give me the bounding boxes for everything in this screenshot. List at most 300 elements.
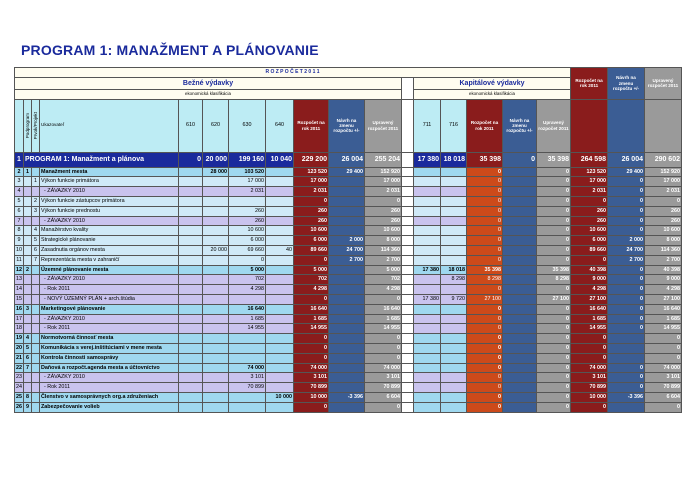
cell: [329, 402, 365, 412]
cell: 10 600: [294, 226, 329, 236]
cell: 17: [15, 314, 24, 324]
cell: 7: [15, 216, 24, 226]
row-label: - NOVÝ ÚZEMNÝ PLÁN + arch.štúdia: [40, 294, 179, 304]
cell: 27 100: [571, 294, 608, 304]
cell: [503, 236, 537, 246]
cell: [266, 236, 294, 246]
cell: [329, 226, 365, 236]
cell: 2 700: [608, 255, 645, 265]
cell: [266, 304, 294, 314]
cell: [503, 196, 537, 206]
cell: [266, 402, 294, 412]
cell: 2 031: [571, 187, 608, 197]
cell: 17 380: [414, 294, 441, 304]
cell: 35 398: [467, 152, 503, 167]
cell: 74 000: [645, 363, 682, 373]
table-row: [15, 334, 682, 344]
cell: [24, 216, 32, 226]
cell: [32, 334, 40, 344]
cell: [503, 216, 537, 226]
cell: 26 004: [329, 152, 365, 167]
table-row: [15, 226, 682, 236]
cell: [179, 275, 203, 285]
cell: 14 955: [571, 324, 608, 334]
cell: [179, 324, 203, 334]
cell: 3: [32, 206, 40, 216]
cell: 0: [537, 383, 571, 393]
cell: [503, 245, 537, 255]
cell: [441, 324, 467, 334]
cell: [503, 343, 537, 353]
row-label: Zasadnutia orgánov mesta: [40, 245, 179, 255]
cell: [266, 177, 294, 187]
cell: [608, 343, 645, 353]
cell: [329, 334, 365, 344]
cell: [32, 187, 40, 197]
cell: [266, 334, 294, 344]
cell: 0: [294, 255, 329, 265]
cell: [179, 334, 203, 344]
cell: 0: [365, 343, 402, 353]
cell: [329, 314, 365, 324]
kap-upraveny-header: Upravený rozpočet 2011: [537, 99, 571, 152]
cell: [179, 216, 203, 226]
cell: 0: [467, 324, 503, 334]
cell: 18 018: [441, 152, 467, 167]
cell: 0: [365, 334, 402, 344]
cell: [32, 363, 40, 373]
cell: [266, 226, 294, 236]
cell: 14 955: [645, 324, 682, 334]
cell: 0: [467, 226, 503, 236]
cell: [179, 206, 203, 216]
cell: [441, 304, 467, 314]
cell: 0: [608, 294, 645, 304]
cell: 0: [537, 255, 571, 265]
cell: [32, 304, 40, 314]
table-row: [15, 402, 682, 412]
cell: 260: [365, 206, 402, 216]
cell: [32, 392, 40, 402]
cell: 0: [365, 294, 402, 304]
cell: 27 100: [645, 294, 682, 304]
cell: 702: [229, 275, 266, 285]
cell: [32, 167, 40, 177]
cell: [203, 236, 229, 246]
cell: [203, 265, 229, 275]
cell: [503, 206, 537, 216]
cell: 0: [608, 216, 645, 226]
cell: 3 101: [645, 373, 682, 383]
cell: [441, 353, 467, 363]
cell: [203, 216, 229, 226]
cell: [414, 226, 441, 236]
cell: [24, 294, 32, 304]
cell: [203, 255, 229, 265]
cell: [203, 294, 229, 304]
cell: 0: [467, 245, 503, 255]
cell: 0: [608, 314, 645, 324]
cell: 4 298: [645, 285, 682, 295]
table-row: [15, 343, 682, 353]
cell: [414, 402, 441, 412]
cell: [441, 196, 467, 206]
cell: [503, 167, 537, 177]
cell: 123 520: [571, 167, 608, 177]
cell: [203, 285, 229, 295]
cell: [179, 392, 203, 402]
cell: [266, 383, 294, 393]
cell: [329, 275, 365, 285]
cell: 0: [365, 402, 402, 412]
cell: 152 920: [645, 167, 682, 177]
cell: [414, 187, 441, 197]
row-label: Výkon funkcie primátora: [40, 177, 179, 187]
cell: 8 000: [365, 236, 402, 246]
cell: 70 899: [571, 383, 608, 393]
cell: [266, 196, 294, 206]
cell: [441, 392, 467, 402]
cell: [203, 402, 229, 412]
cell: 0: [229, 255, 266, 265]
cell: [608, 402, 645, 412]
row-label: Manažment mesta: [40, 167, 179, 177]
col-716: 716: [441, 99, 467, 152]
cell: [229, 343, 266, 353]
cell: 89 660: [571, 245, 608, 255]
table-row: [15, 392, 682, 402]
row-label: - ZÁVAZKY 2010: [40, 373, 179, 383]
cell: 0: [467, 196, 503, 206]
cell: 3 101: [365, 373, 402, 383]
cell: [329, 324, 365, 334]
cell: 2 000: [608, 236, 645, 246]
cell: 16 640: [229, 304, 266, 314]
cell: [503, 314, 537, 324]
cell: 0: [537, 236, 571, 246]
row-label: Normotvorná činnosť mesta: [40, 334, 179, 344]
cell: [32, 294, 40, 304]
cell: 20: [15, 343, 24, 353]
cell: [24, 226, 32, 236]
cell: 2 700: [645, 255, 682, 265]
row-label: Územné plánovanie mesta: [40, 265, 179, 275]
table-row: [15, 294, 682, 304]
cell: [266, 167, 294, 177]
cell: [203, 373, 229, 383]
bezne-rozpocet-header: Rozpočet na rok 2011: [294, 99, 329, 152]
cell: 20 000: [203, 245, 229, 255]
cell: [266, 373, 294, 383]
cell: [203, 187, 229, 197]
cell: 89 660: [294, 245, 329, 255]
cell: 0: [467, 343, 503, 353]
cell: 16 640: [571, 304, 608, 314]
cell: [266, 324, 294, 334]
cell: 24 700: [608, 245, 645, 255]
cell: 10 600: [229, 226, 266, 236]
cell: 5 000: [229, 265, 266, 275]
table-row: [15, 383, 682, 393]
cell: [414, 275, 441, 285]
cell: [179, 402, 203, 412]
cell: [24, 314, 32, 324]
cell: 0: [467, 167, 503, 177]
row-label: Členstvo v samosprávnych org.a združeniach: [40, 392, 179, 402]
cell: [24, 255, 32, 265]
cell: 260: [571, 206, 608, 216]
table-row: [15, 177, 682, 187]
cell: [203, 275, 229, 285]
cell: [329, 196, 365, 206]
row-label: - Rok 2011: [40, 324, 179, 334]
table-row: [15, 265, 682, 275]
cell: 0: [608, 304, 645, 314]
cell: 6: [32, 245, 40, 255]
cell: 14 955: [294, 324, 329, 334]
cell: [441, 236, 467, 246]
cell: [266, 265, 294, 275]
table-row: [15, 373, 682, 383]
cell: [32, 265, 40, 275]
table-row: [15, 216, 682, 226]
cell: [24, 373, 32, 383]
cell: 0: [645, 353, 682, 363]
cell: [441, 285, 467, 295]
cell: 17 380: [414, 152, 441, 167]
cell: 0: [537, 402, 571, 412]
cell: [503, 285, 537, 295]
row-label: Komunikácia s verej.inštitúciami v mene mesta: [40, 343, 179, 353]
cell: 8 298: [537, 275, 571, 285]
cell: 0: [571, 402, 608, 412]
cell: [441, 334, 467, 344]
cell: [414, 285, 441, 295]
cell: 5 000: [365, 265, 402, 275]
cell: 40: [266, 245, 294, 255]
cell: 0: [467, 216, 503, 226]
cell: [179, 245, 203, 255]
cell: [441, 343, 467, 353]
cell: [24, 383, 32, 393]
cell: 114 360: [645, 245, 682, 255]
cell: 0: [608, 206, 645, 216]
cell: 17 000: [365, 177, 402, 187]
cell: 18 018: [441, 265, 467, 275]
total-navrh-header: Návrh na zmenu rozpočtu +/-: [608, 68, 645, 100]
cell: 0: [365, 196, 402, 206]
cell: [441, 383, 467, 393]
cell: 702: [294, 275, 329, 285]
cell: 17 000: [571, 177, 608, 187]
cell: 29 400: [608, 167, 645, 177]
cell: [414, 236, 441, 246]
cell: 2 031: [645, 187, 682, 197]
cell: [179, 255, 203, 265]
cell: 152 920: [365, 167, 402, 177]
ukazovatel-header: Ukazovateľ: [40, 99, 179, 152]
cell: 2: [24, 265, 32, 275]
cell: 26 004: [608, 152, 645, 167]
row-label: Strategické plánovanie: [40, 236, 179, 246]
cell: [441, 363, 467, 373]
table-row: [15, 324, 682, 334]
total-rozpocet-header: Rozpočet na rok 2011: [571, 68, 608, 100]
cell: 6: [24, 353, 32, 363]
cell: [414, 363, 441, 373]
cell: [179, 314, 203, 324]
cell: [329, 353, 365, 363]
cell: 69 660: [229, 245, 266, 255]
row-label: Výkon funkcie zástupcov primátora: [40, 196, 179, 206]
cell: 0: [608, 373, 645, 383]
cell: [503, 304, 537, 314]
cell: 1: [32, 177, 40, 187]
cell: [179, 353, 203, 363]
cell: [414, 206, 441, 216]
cell: [608, 334, 645, 344]
cell: 10 600: [365, 226, 402, 236]
cell: [414, 255, 441, 265]
cell: 20 000: [203, 152, 229, 167]
cell: [441, 402, 467, 412]
cell: 0: [608, 324, 645, 334]
cell: 0: [608, 187, 645, 197]
cell: 24: [15, 383, 24, 393]
table-row: [15, 236, 682, 246]
cell: [414, 343, 441, 353]
cell: 40 398: [645, 265, 682, 275]
cell: 6 000: [571, 236, 608, 246]
cell: 114 360: [365, 245, 402, 255]
cell: 4 298: [294, 285, 329, 295]
cell: 0: [467, 285, 503, 295]
cell: 0: [608, 177, 645, 187]
cell: 0: [571, 353, 608, 363]
cell: 0: [467, 236, 503, 246]
cell: [266, 255, 294, 265]
cell: 0: [608, 265, 645, 275]
table-row: [15, 363, 682, 373]
cell: [503, 392, 537, 402]
cell: 3: [24, 304, 32, 314]
cell: 4: [24, 334, 32, 344]
cell: 16 640: [365, 304, 402, 314]
cell: [503, 275, 537, 285]
cell: 2 031: [229, 187, 266, 197]
row-label: - ZÁVAZKY 2010: [40, 216, 179, 226]
cell: 0: [537, 245, 571, 255]
cell: 0: [537, 177, 571, 187]
cell: 4 298: [365, 285, 402, 295]
cell: 199 160: [229, 152, 266, 167]
cell: 7: [32, 255, 40, 265]
cell: 1 685: [645, 314, 682, 324]
cell: 4: [15, 187, 24, 197]
col-630: 630: [229, 99, 266, 152]
cell: [266, 275, 294, 285]
cell: 8: [15, 226, 24, 236]
cell: 0: [608, 275, 645, 285]
cell: 26: [15, 402, 24, 412]
cell: 0: [608, 285, 645, 295]
cell: [329, 343, 365, 353]
cell: 0: [537, 314, 571, 324]
cell: [414, 324, 441, 334]
cell: [414, 216, 441, 226]
table-row: [15, 206, 682, 216]
cell: 8 298: [441, 275, 467, 285]
cell: 0: [467, 187, 503, 197]
cell: [179, 285, 203, 295]
cell: 0: [294, 196, 329, 206]
cell: 0: [571, 343, 608, 353]
cell: -3 396: [608, 392, 645, 402]
cell: [503, 265, 537, 275]
cell: 70 899: [229, 383, 266, 393]
cell: [266, 285, 294, 295]
bezne-upraveny-header: Upravený rozpočet 2011: [365, 99, 402, 152]
ek-klasifikacia-bezne: ekonomická klasifikácia: [15, 89, 402, 99]
cell: 74 000: [571, 363, 608, 373]
cell: [329, 294, 365, 304]
table-row: [15, 167, 682, 177]
cell: [32, 402, 40, 412]
cell: 17 000: [229, 177, 266, 187]
cell: [414, 196, 441, 206]
cell: 3 101: [294, 373, 329, 383]
cell: 123 520: [294, 167, 329, 177]
cell: 2 700: [365, 255, 402, 265]
cell: [503, 226, 537, 236]
cell: 0: [571, 255, 608, 265]
cell: [24, 285, 32, 295]
cell: [229, 294, 266, 304]
cell: [179, 167, 203, 177]
cell: [414, 334, 441, 344]
cell: 0: [645, 334, 682, 344]
cell: [229, 392, 266, 402]
cell: [203, 226, 229, 236]
cell: 2: [15, 167, 24, 177]
ek-klasifikacia-kapitalove: ekonomická klasifikácia: [414, 89, 571, 99]
cell: -3 396: [329, 392, 365, 402]
cell: [266, 187, 294, 197]
row-label: - ZÁVAZKY 2010: [40, 314, 179, 324]
kapitalove-vydavky-header: Kapitálové výdavky: [414, 77, 571, 89]
podprogram-header: Podprogram: [24, 99, 32, 152]
cell: 3 101: [571, 373, 608, 383]
cell: 0: [467, 206, 503, 216]
cell: [503, 294, 537, 304]
cell: [414, 167, 441, 177]
cell: [179, 177, 203, 187]
cell: 0: [294, 353, 329, 363]
cell: 1 685: [229, 314, 266, 324]
cell: 103 520: [229, 167, 266, 177]
cell: [503, 177, 537, 187]
cell: 0: [608, 226, 645, 236]
cell: 35 398: [467, 265, 503, 275]
cell: 22: [15, 363, 24, 373]
cell: 702: [365, 275, 402, 285]
cell: 260: [645, 216, 682, 226]
cell: [203, 196, 229, 206]
cell: 70 899: [294, 383, 329, 393]
cell: 0: [467, 373, 503, 383]
cell: [441, 226, 467, 236]
cell: 260: [229, 206, 266, 216]
